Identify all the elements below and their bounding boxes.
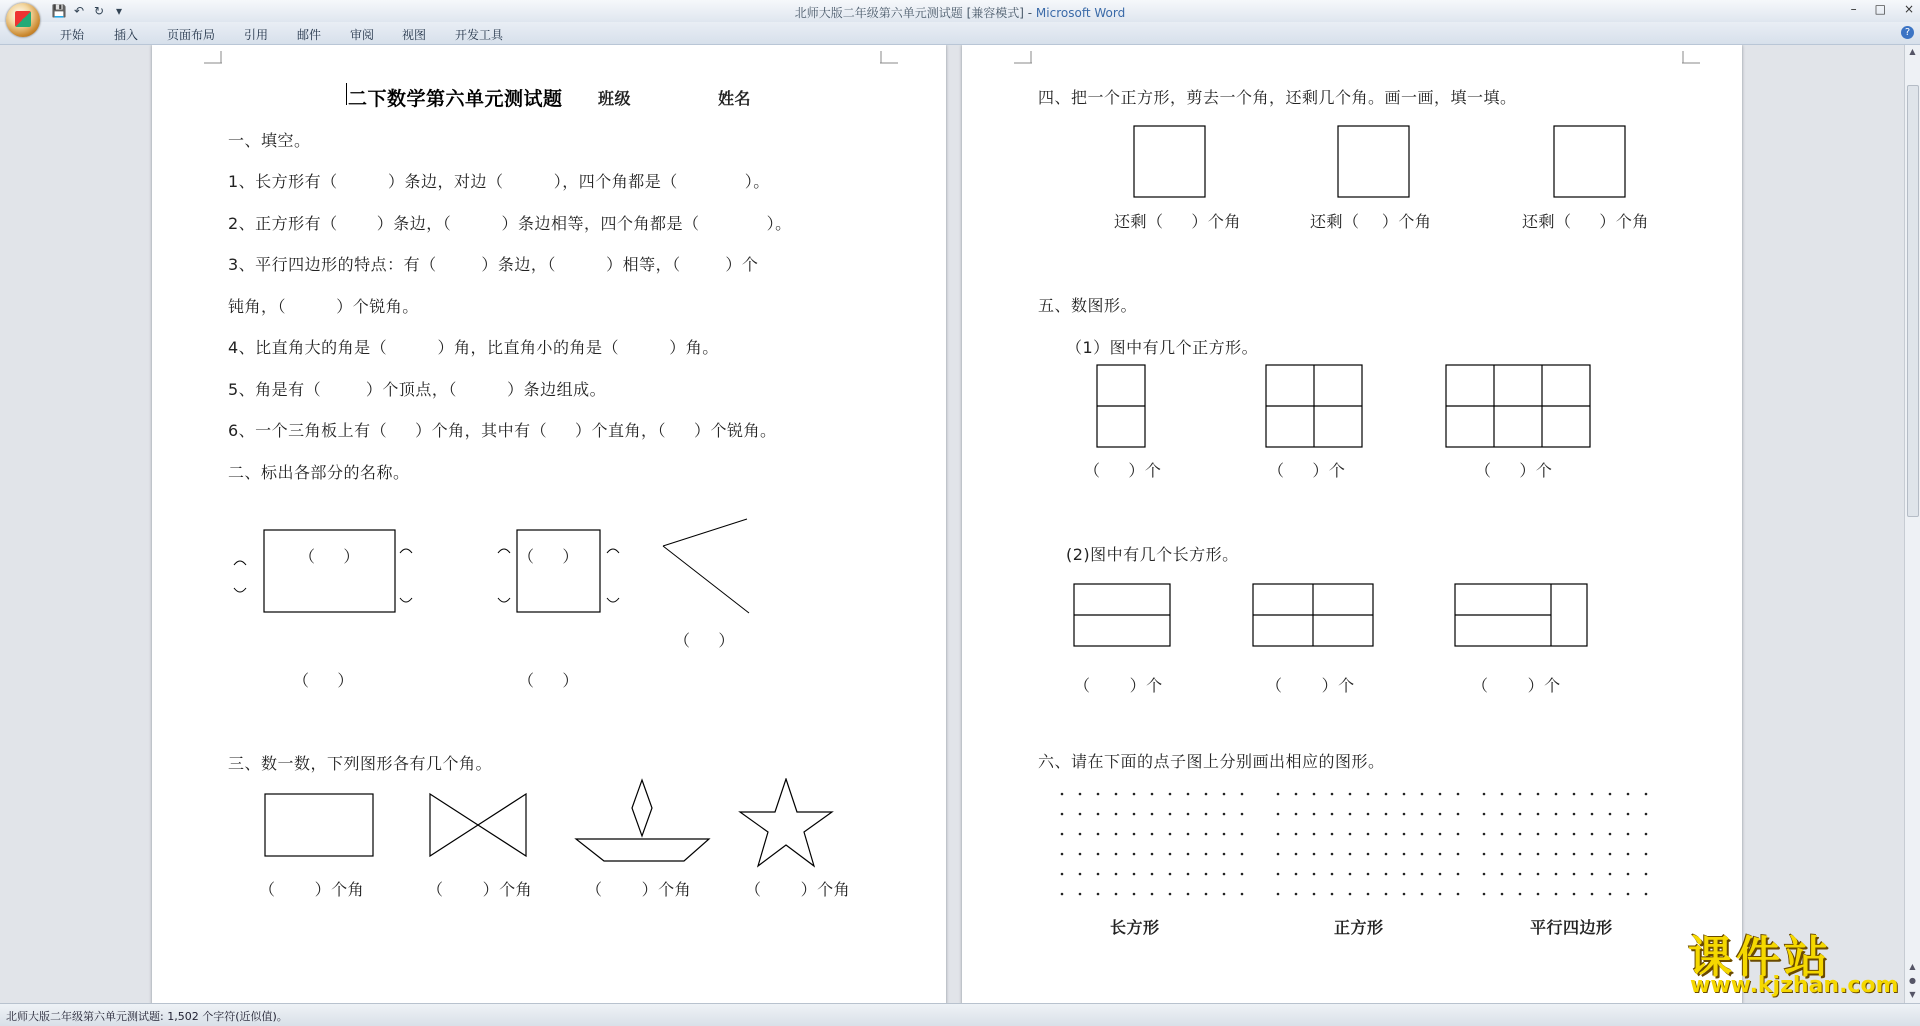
grid-dot — [1591, 833, 1594, 836]
grid-dot — [1151, 873, 1154, 876]
word-count-status[interactable]: 北师大版二年级第六单元测试题: 1,502 个字符(近似值)。 — [6, 1010, 288, 1023]
grid-dot — [1115, 793, 1118, 796]
grid-dot — [1421, 813, 1424, 816]
grid-dot — [1591, 793, 1594, 796]
grid-dot — [1133, 853, 1136, 856]
grid-dot — [1277, 793, 1280, 796]
grid-dot — [1205, 853, 1208, 856]
grid-dot — [1385, 853, 1388, 856]
document-workspace[interactable] — [0, 45, 1905, 1003]
grid-dot — [1187, 853, 1190, 856]
section-5-question-1: （1）图中有几个正方形。 — [1066, 338, 1259, 357]
grid-dot — [1457, 813, 1460, 816]
app-name: Microsoft Word — [1035, 6, 1126, 20]
square-count-blank[interactable]: （ ）个 — [1475, 461, 1553, 480]
grid-dot — [1349, 873, 1352, 876]
grid-dot — [1079, 833, 1082, 836]
grid-dot — [1609, 873, 1612, 876]
grid-dot — [1133, 893, 1136, 896]
grid-dot — [1223, 853, 1226, 856]
grid-dot — [1151, 833, 1154, 836]
select-browse-object-icon[interactable]: ● — [1909, 976, 1916, 985]
angle-label-blank[interactable]: （ ） — [518, 671, 579, 690]
grid-dot — [1609, 793, 1612, 796]
vertical-scrollbar[interactable] — [1904, 45, 1920, 1003]
grid-dot — [1555, 793, 1558, 796]
grid-dot — [1421, 853, 1424, 856]
grid-dot — [1169, 873, 1172, 876]
grid-dot — [1205, 793, 1208, 796]
grid-dot — [1331, 793, 1334, 796]
grid-dot — [1223, 893, 1226, 896]
grid-dot — [1439, 873, 1442, 876]
grid-dot — [1223, 813, 1226, 816]
grid-dot — [1537, 833, 1540, 836]
grid-dot — [1277, 873, 1280, 876]
maximize-button[interactable]: □ — [1874, 2, 1886, 16]
title-bar — [0, 0, 1920, 22]
grid-dot — [1295, 793, 1298, 796]
grid-dot — [1421, 833, 1424, 836]
page-title: 二下数学第六单元测试题 — [348, 88, 563, 110]
grid-dot — [1169, 833, 1172, 836]
grid-dot — [1457, 893, 1460, 896]
grid-dot — [1349, 853, 1352, 856]
grid-dot — [1385, 833, 1388, 836]
section-4-heading: 四、把一个正方形，剪去一个角，还剩几个角。画一画，填一填。 — [1038, 88, 1517, 107]
grid-dot — [1061, 833, 1064, 836]
grid-dot — [1115, 893, 1118, 896]
grid-dot — [1079, 813, 1082, 816]
grid-dot — [1277, 893, 1280, 896]
grid-dot — [1591, 873, 1594, 876]
close-button[interactable]: × — [1903, 2, 1914, 16]
grid-dot — [1187, 833, 1190, 836]
grid-dot — [1205, 813, 1208, 816]
grid-dot — [1169, 813, 1172, 816]
text-caret — [346, 83, 347, 105]
grid-dot — [1367, 873, 1370, 876]
tab-page-layout[interactable]: 页面布局 — [167, 28, 216, 42]
grid-dot — [1501, 833, 1504, 836]
section-5-question-2: (2)图中有几个长方形。 — [1066, 545, 1239, 564]
section-4-squares — [1132, 124, 1692, 199]
scroll-up-icon[interactable]: ▲ — [1909, 47, 1916, 56]
grid-dot — [1501, 853, 1504, 856]
question-1-3a: 3、平行四边形的特点：有（ ）条边，（ ）相等，（ ）个 — [228, 255, 759, 274]
grid-dot — [1519, 893, 1522, 896]
grid-dot — [1151, 893, 1154, 896]
grid-dot — [1627, 853, 1630, 856]
grid-dot — [1133, 833, 1136, 836]
grid-dot — [1295, 833, 1298, 836]
grid-dot — [1061, 893, 1064, 896]
grid-dot — [1573, 833, 1576, 836]
tab-developer[interactable]: 开发工具 — [455, 28, 504, 42]
grid-dot — [1097, 873, 1100, 876]
grid-dot — [1519, 873, 1522, 876]
help-icon[interactable]: ? — [1901, 26, 1914, 39]
grid-dot — [1609, 853, 1612, 856]
prev-page-icon[interactable]: ▲ — [1909, 962, 1916, 971]
minimize-button[interactable]: – — [1850, 2, 1857, 16]
section-2-heading: 二、标出各部分的名称。 — [228, 463, 410, 482]
grid-dot — [1645, 853, 1648, 856]
angle-label-blank[interactable]: （ ） — [293, 671, 354, 690]
square-count-blank[interactable]: （ ）个 — [1084, 461, 1162, 480]
grid-dot — [1483, 813, 1486, 816]
crop-mark-icon — [1682, 51, 1700, 65]
grid-dot — [1223, 873, 1226, 876]
grid-dot — [1457, 853, 1460, 856]
grid-dot — [1573, 813, 1576, 816]
window-controls — [1851, 2, 1914, 16]
grid-dot — [1501, 793, 1504, 796]
redo-icon[interactable]: ↻ — [93, 4, 105, 18]
angle-label-blank[interactable]: （ ） — [674, 631, 735, 650]
page-1[interactable] — [152, 45, 946, 1003]
grid-dot — [1627, 893, 1630, 896]
grid-dot — [1385, 893, 1388, 896]
question-1-1: 1、长方形有（ ）条边，对边（ ），四个角都是（ ）。 — [228, 172, 770, 191]
grid-dot — [1439, 893, 1442, 896]
crop-mark-icon — [880, 51, 898, 65]
angle-count-blank[interactable]: （ ）个角 — [745, 880, 851, 899]
rectangle-count-blank[interactable]: （ ）个 — [1074, 676, 1163, 695]
grid-dot — [1457, 833, 1460, 836]
office-button[interactable] — [6, 3, 40, 37]
angle-count-blank[interactable]: （ ）个角 — [427, 880, 533, 899]
grid-dot — [1645, 793, 1648, 796]
grid-dot — [1313, 813, 1316, 816]
grid-dot — [1555, 853, 1558, 856]
grid-dot — [1133, 873, 1136, 876]
grid-dot — [1627, 793, 1630, 796]
grid-dot — [1223, 833, 1226, 836]
grid-dot — [1457, 873, 1460, 876]
grid-dot — [1645, 893, 1648, 896]
tab-mailings[interactable]: 邮件 — [297, 28, 322, 42]
watermark-url: www.kjzhan.com — [1690, 973, 1899, 998]
save-icon[interactable]: 💾 — [51, 4, 67, 18]
name-label: 姓名 — [718, 89, 752, 108]
section-6-heading: 六、请在下面的点子图上分别画出相应的图形。 — [1038, 752, 1385, 771]
grid-dot — [1079, 853, 1082, 856]
tab-view[interactable]: 视图 — [402, 28, 427, 42]
grid-dot — [1331, 893, 1334, 896]
grid-dot — [1457, 793, 1460, 796]
grid-dot — [1169, 793, 1172, 796]
grid-dot — [1187, 813, 1190, 816]
grid-dot — [1349, 793, 1352, 796]
grid-dot — [1115, 853, 1118, 856]
grid-dot — [1367, 853, 1370, 856]
grid-dot — [1061, 853, 1064, 856]
grid-dot — [1537, 893, 1540, 896]
grid-dot — [1519, 853, 1522, 856]
grid-dot — [1133, 813, 1136, 816]
grid-dot — [1421, 873, 1424, 876]
grid-dot — [1205, 833, 1208, 836]
tab-review[interactable]: 审阅 — [350, 28, 375, 42]
crop-mark-icon — [1014, 51, 1032, 65]
section-2-figures — [232, 495, 792, 645]
question-1-5: 5、角是有（ ）个顶点，（ ）条边组成。 — [228, 380, 607, 399]
label-square: 正方形 — [1334, 918, 1384, 937]
tab-references[interactable]: 引用 — [244, 28, 269, 42]
grid-dot — [1349, 893, 1352, 896]
grid-dot — [1555, 893, 1558, 896]
question-1-6: 6、一个三角板上有（ ）个角，其中有（ ）个直角，（ ）个锐角。 — [228, 421, 777, 440]
undo-icon[interactable]: ↶ — [73, 4, 85, 18]
grid-dot — [1187, 793, 1190, 796]
window-title — [0, 4, 1920, 21]
square-count-blank[interactable]: （ ）个 — [1268, 461, 1346, 480]
grid-dot — [1385, 813, 1388, 816]
grid-dot — [1331, 873, 1334, 876]
section-3-heading: 三、数一数，下列图形各有几个角。 — [228, 754, 493, 773]
document-title: 北师大版二年级第六单元测试题 [兼容模式] - — [794, 6, 1036, 20]
grid-dot — [1519, 833, 1522, 836]
grid-dot — [1115, 833, 1118, 836]
grid-dot — [1645, 833, 1648, 836]
grid-dot — [1241, 813, 1244, 816]
rectangle-count-blank[interactable]: （ ）个 — [1472, 676, 1561, 695]
grid-dot — [1609, 813, 1612, 816]
rectangle-count-figures — [1072, 581, 1602, 649]
grid-dot — [1591, 813, 1594, 816]
dot-grid[interactable] — [1052, 785, 1652, 935]
remaining-angles-3[interactable]: 还剩（ ）个角 — [1522, 212, 1649, 231]
angle-label-blank[interactable]: （ ） — [299, 547, 360, 566]
grid-dot — [1591, 893, 1594, 896]
grid-dot — [1483, 833, 1486, 836]
grid-dot — [1313, 793, 1316, 796]
grid-dot — [1205, 893, 1208, 896]
grid-dot — [1349, 833, 1352, 836]
section-5-heading: 五、数图形。 — [1038, 296, 1138, 315]
grid-dot — [1097, 893, 1100, 896]
remaining-angles-1[interactable]: 还剩（ ）个角 — [1114, 212, 1241, 231]
label-parallelogram: 平行四边形 — [1530, 918, 1613, 937]
grid-dot — [1097, 813, 1100, 816]
tab-home[interactable]: 开始 — [60, 28, 85, 42]
grid-dot — [1277, 813, 1280, 816]
grid-dot — [1313, 833, 1316, 836]
grid-dot — [1501, 893, 1504, 896]
grid-dot — [1403, 853, 1406, 856]
angle-label-blank[interactable]: （ ） — [518, 547, 579, 566]
grid-dot — [1115, 813, 1118, 816]
grid-dot — [1079, 893, 1082, 896]
section-3-shapes — [252, 778, 882, 868]
section-1-heading: 一、填空。 — [228, 131, 311, 150]
site-watermark — [1682, 921, 1902, 1001]
crop-mark-icon — [204, 51, 222, 65]
grid-dot — [1331, 853, 1334, 856]
grid-dot — [1367, 893, 1370, 896]
grid-dot — [1555, 873, 1558, 876]
grid-dot — [1573, 853, 1576, 856]
grid-dot — [1151, 793, 1154, 796]
grid-dot — [1627, 833, 1630, 836]
grid-dot — [1151, 853, 1154, 856]
grid-dot — [1627, 873, 1630, 876]
grid-dot — [1169, 893, 1172, 896]
grid-dot — [1483, 793, 1486, 796]
grid-dot — [1519, 793, 1522, 796]
angle-count-blank[interactable]: （ ）个角 — [259, 880, 365, 899]
grid-dot — [1241, 833, 1244, 836]
grid-dot — [1501, 873, 1504, 876]
grid-dot — [1241, 793, 1244, 796]
grid-dot — [1385, 793, 1388, 796]
grid-dot — [1573, 873, 1576, 876]
grid-dot — [1555, 813, 1558, 816]
grid-dot — [1295, 893, 1298, 896]
remaining-angles-2[interactable]: 还剩（ ）个角 — [1310, 212, 1432, 231]
grid-dot — [1519, 813, 1522, 816]
class-label: 班级 — [598, 89, 632, 108]
grid-dot — [1573, 793, 1576, 796]
grid-dot — [1537, 793, 1540, 796]
grid-dot — [1061, 873, 1064, 876]
grid-dot — [1313, 873, 1316, 876]
grid-dot — [1313, 853, 1316, 856]
grid-dot — [1439, 833, 1442, 836]
grid-dot — [1331, 833, 1334, 836]
question-1-2: 2、正方形有（ ）条边，（ ）条边相等，四个角都是（ ）。 — [228, 214, 792, 233]
grid-dot — [1061, 813, 1064, 816]
customize-qat-icon[interactable]: ▾ — [115, 4, 123, 18]
grid-dot — [1295, 873, 1298, 876]
status-bar — [0, 1003, 1920, 1026]
angle-count-blank[interactable]: （ ）个角 — [586, 880, 692, 899]
scrollbar-thumb[interactable] — [1907, 85, 1919, 517]
grid-dot — [1079, 873, 1082, 876]
grid-dot — [1609, 893, 1612, 896]
grid-dot — [1241, 873, 1244, 876]
grid-dot — [1097, 853, 1100, 856]
grid-dot — [1483, 853, 1486, 856]
question-1-4: 4、比直角大的角是（ ）角，比直角小的角是（ ）角。 — [228, 338, 719, 357]
grid-dot — [1061, 793, 1064, 796]
tab-insert[interactable]: 插入 — [114, 28, 139, 42]
grid-dot — [1097, 833, 1100, 836]
grid-dot — [1313, 893, 1316, 896]
grid-dot — [1277, 833, 1280, 836]
grid-dot — [1439, 813, 1442, 816]
grid-dot — [1403, 813, 1406, 816]
rectangle-count-blank[interactable]: （ ）个 — [1266, 676, 1355, 695]
grid-dot — [1187, 873, 1190, 876]
grid-dot — [1331, 813, 1334, 816]
grid-dot — [1645, 813, 1648, 816]
square-count-figures — [1092, 363, 1612, 449]
next-page-icon[interactable]: ▼ — [1909, 990, 1916, 999]
grid-dot — [1187, 893, 1190, 896]
office-logo-icon — [15, 11, 31, 27]
page-2[interactable] — [962, 45, 1742, 1003]
grid-dot — [1223, 793, 1226, 796]
grid-dot — [1421, 793, 1424, 796]
grid-dot — [1403, 833, 1406, 836]
question-1-3b: 钝角，（ ）个锐角。 — [228, 297, 419, 316]
grid-dot — [1421, 893, 1424, 896]
grid-dot — [1115, 873, 1118, 876]
grid-dot — [1079, 793, 1082, 796]
grid-dot — [1439, 853, 1442, 856]
ribbon-tabs — [0, 22, 1920, 45]
label-rectangle: 长方形 — [1110, 918, 1160, 937]
grid-dot — [1645, 873, 1648, 876]
grid-dot — [1367, 813, 1370, 816]
grid-dot — [1483, 873, 1486, 876]
grid-dot — [1573, 893, 1576, 896]
grid-dot — [1403, 793, 1406, 796]
grid-dot — [1555, 833, 1558, 836]
grid-dot — [1295, 853, 1298, 856]
grid-dot — [1367, 793, 1370, 796]
grid-dot — [1591, 853, 1594, 856]
grid-dot — [1367, 833, 1370, 836]
grid-dot — [1277, 853, 1280, 856]
grid-dot — [1439, 793, 1442, 796]
grid-dot — [1169, 853, 1172, 856]
grid-dot — [1403, 893, 1406, 896]
grid-dot — [1151, 813, 1154, 816]
grid-dot — [1403, 873, 1406, 876]
grid-dot — [1537, 853, 1540, 856]
grid-dot — [1537, 873, 1540, 876]
grid-dot — [1483, 893, 1486, 896]
grid-dot — [1385, 873, 1388, 876]
grid-dot — [1609, 833, 1612, 836]
grid-dot — [1537, 813, 1540, 816]
grid-dot — [1349, 813, 1352, 816]
grid-dot — [1501, 813, 1504, 816]
grid-dot — [1205, 873, 1208, 876]
watermark-text: 课件站 — [1688, 932, 1832, 983]
grid-dot — [1295, 813, 1298, 816]
grid-dot — [1627, 813, 1630, 816]
grid-dot — [1097, 793, 1100, 796]
grid-dot — [1241, 853, 1244, 856]
grid-dot — [1133, 793, 1136, 796]
grid-dot — [1241, 893, 1244, 896]
